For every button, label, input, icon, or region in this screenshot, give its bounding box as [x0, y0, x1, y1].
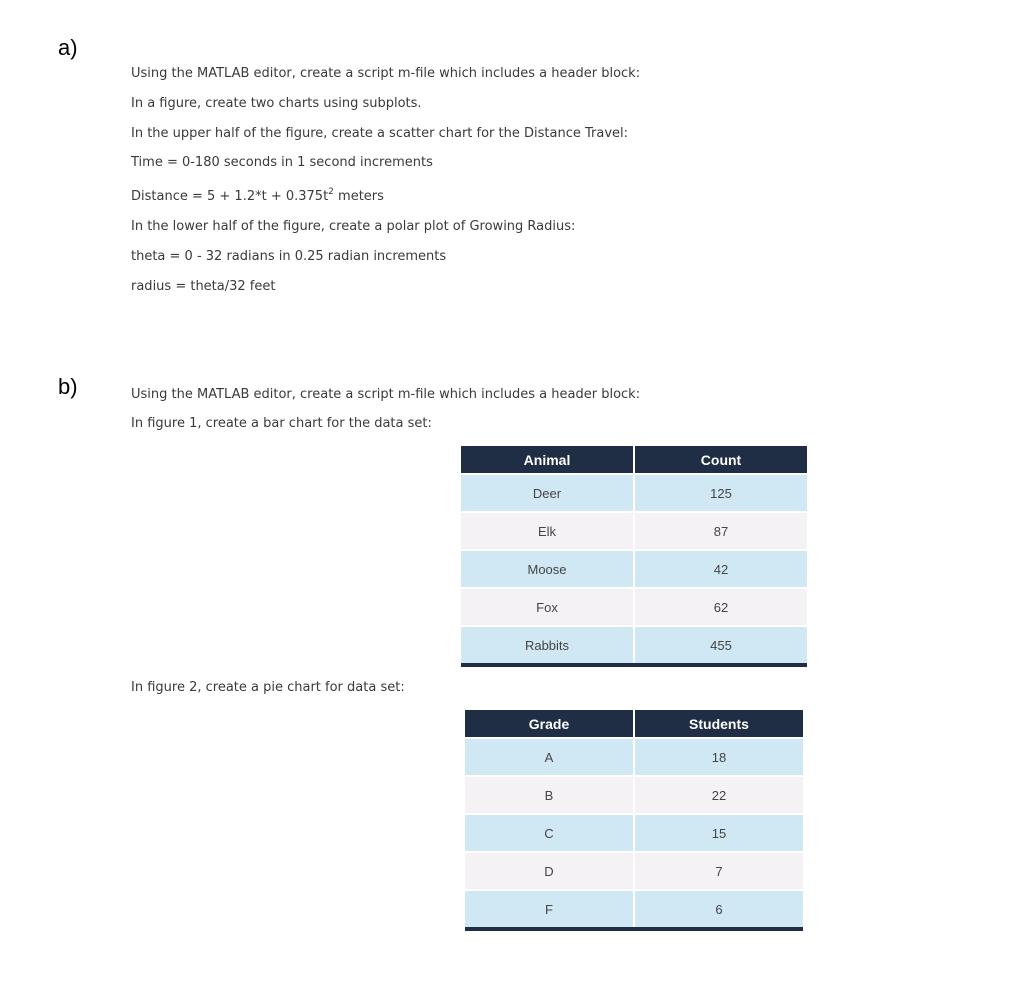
table-row [461, 626, 807, 665]
grade-cell: C [465, 814, 634, 852]
column-header-count: Count [634, 446, 807, 474]
table-row [465, 776, 803, 814]
part-a-line-1: Using the MATLAB editor, create a script m-file which includes a header block: [131, 66, 641, 81]
part-a-label: a) [58, 35, 78, 60]
students-cell: 15 [634, 814, 803, 852]
part-b-line-2: In figure 1, create a bar chart for the data set: [131, 416, 432, 431]
table-row [461, 512, 807, 550]
grade-students-table [465, 710, 803, 931]
students-cell: 7 [634, 852, 803, 890]
count-cell: 62 [634, 588, 807, 626]
grade-cell: D [465, 852, 634, 890]
animal-cell: Rabbits [461, 626, 634, 665]
distance-formula-exponent: 2 [328, 187, 334, 197]
animal-cell: Fox [461, 588, 634, 626]
animal-cell: Deer [461, 474, 634, 512]
animal-count-table [461, 446, 807, 667]
animal-cell: Moose [461, 550, 634, 588]
table-row [465, 852, 803, 890]
part-b-line-1: Using the MATLAB editor, create a script m-file which includes a header block: [131, 387, 641, 402]
table-row [465, 890, 803, 929]
animal-cell: Elk [461, 512, 634, 550]
column-header-grade: Grade [465, 710, 634, 738]
column-header-animal: Animal [461, 446, 634, 474]
students-cell: 22 [634, 776, 803, 814]
count-cell: 42 [634, 550, 807, 588]
students-cell: 18 [634, 738, 803, 776]
table-header-row [465, 710, 803, 738]
part-a-line-6: In the lower half of the figure, create a polar plot of Growing Radius: [131, 219, 576, 234]
grade-cell: A [465, 738, 634, 776]
distance-formula-prefix: Distance = 5 + 1.2*t + 0.375t [131, 189, 329, 204]
column-header-students: Students [634, 710, 803, 738]
students-cell: 6 [634, 890, 803, 929]
distance-formula [131, 189, 384, 204]
count-cell: 455 [634, 626, 807, 665]
part-a-line-3: In the upper half of the figure, create a scatter chart for the Distance Travel: [131, 126, 629, 141]
table-row [465, 814, 803, 852]
table-header-row [461, 446, 807, 474]
distance-formula-suffix: meters [333, 189, 384, 204]
part-a-line-8: radius = theta/32 feet [131, 279, 276, 294]
grade-cell: F [465, 890, 634, 929]
table-row [461, 588, 807, 626]
count-cell: 125 [634, 474, 807, 512]
table-row [461, 550, 807, 588]
part-a-line-4: Time = 0-180 seconds in 1 second increments [131, 155, 433, 170]
table-row [461, 474, 807, 512]
part-b-label: b) [58, 374, 78, 399]
grade-cell: B [465, 776, 634, 814]
table-row [465, 738, 803, 776]
part-a-line-2: In a figure, create two charts using subplots. [131, 96, 422, 111]
count-cell: 87 [634, 512, 807, 550]
part-a-line-7: theta = 0 - 32 radians in 0.25 radian increments [131, 249, 447, 264]
figure-2-instruction: In figure 2, create a pie chart for data set: [131, 680, 405, 695]
